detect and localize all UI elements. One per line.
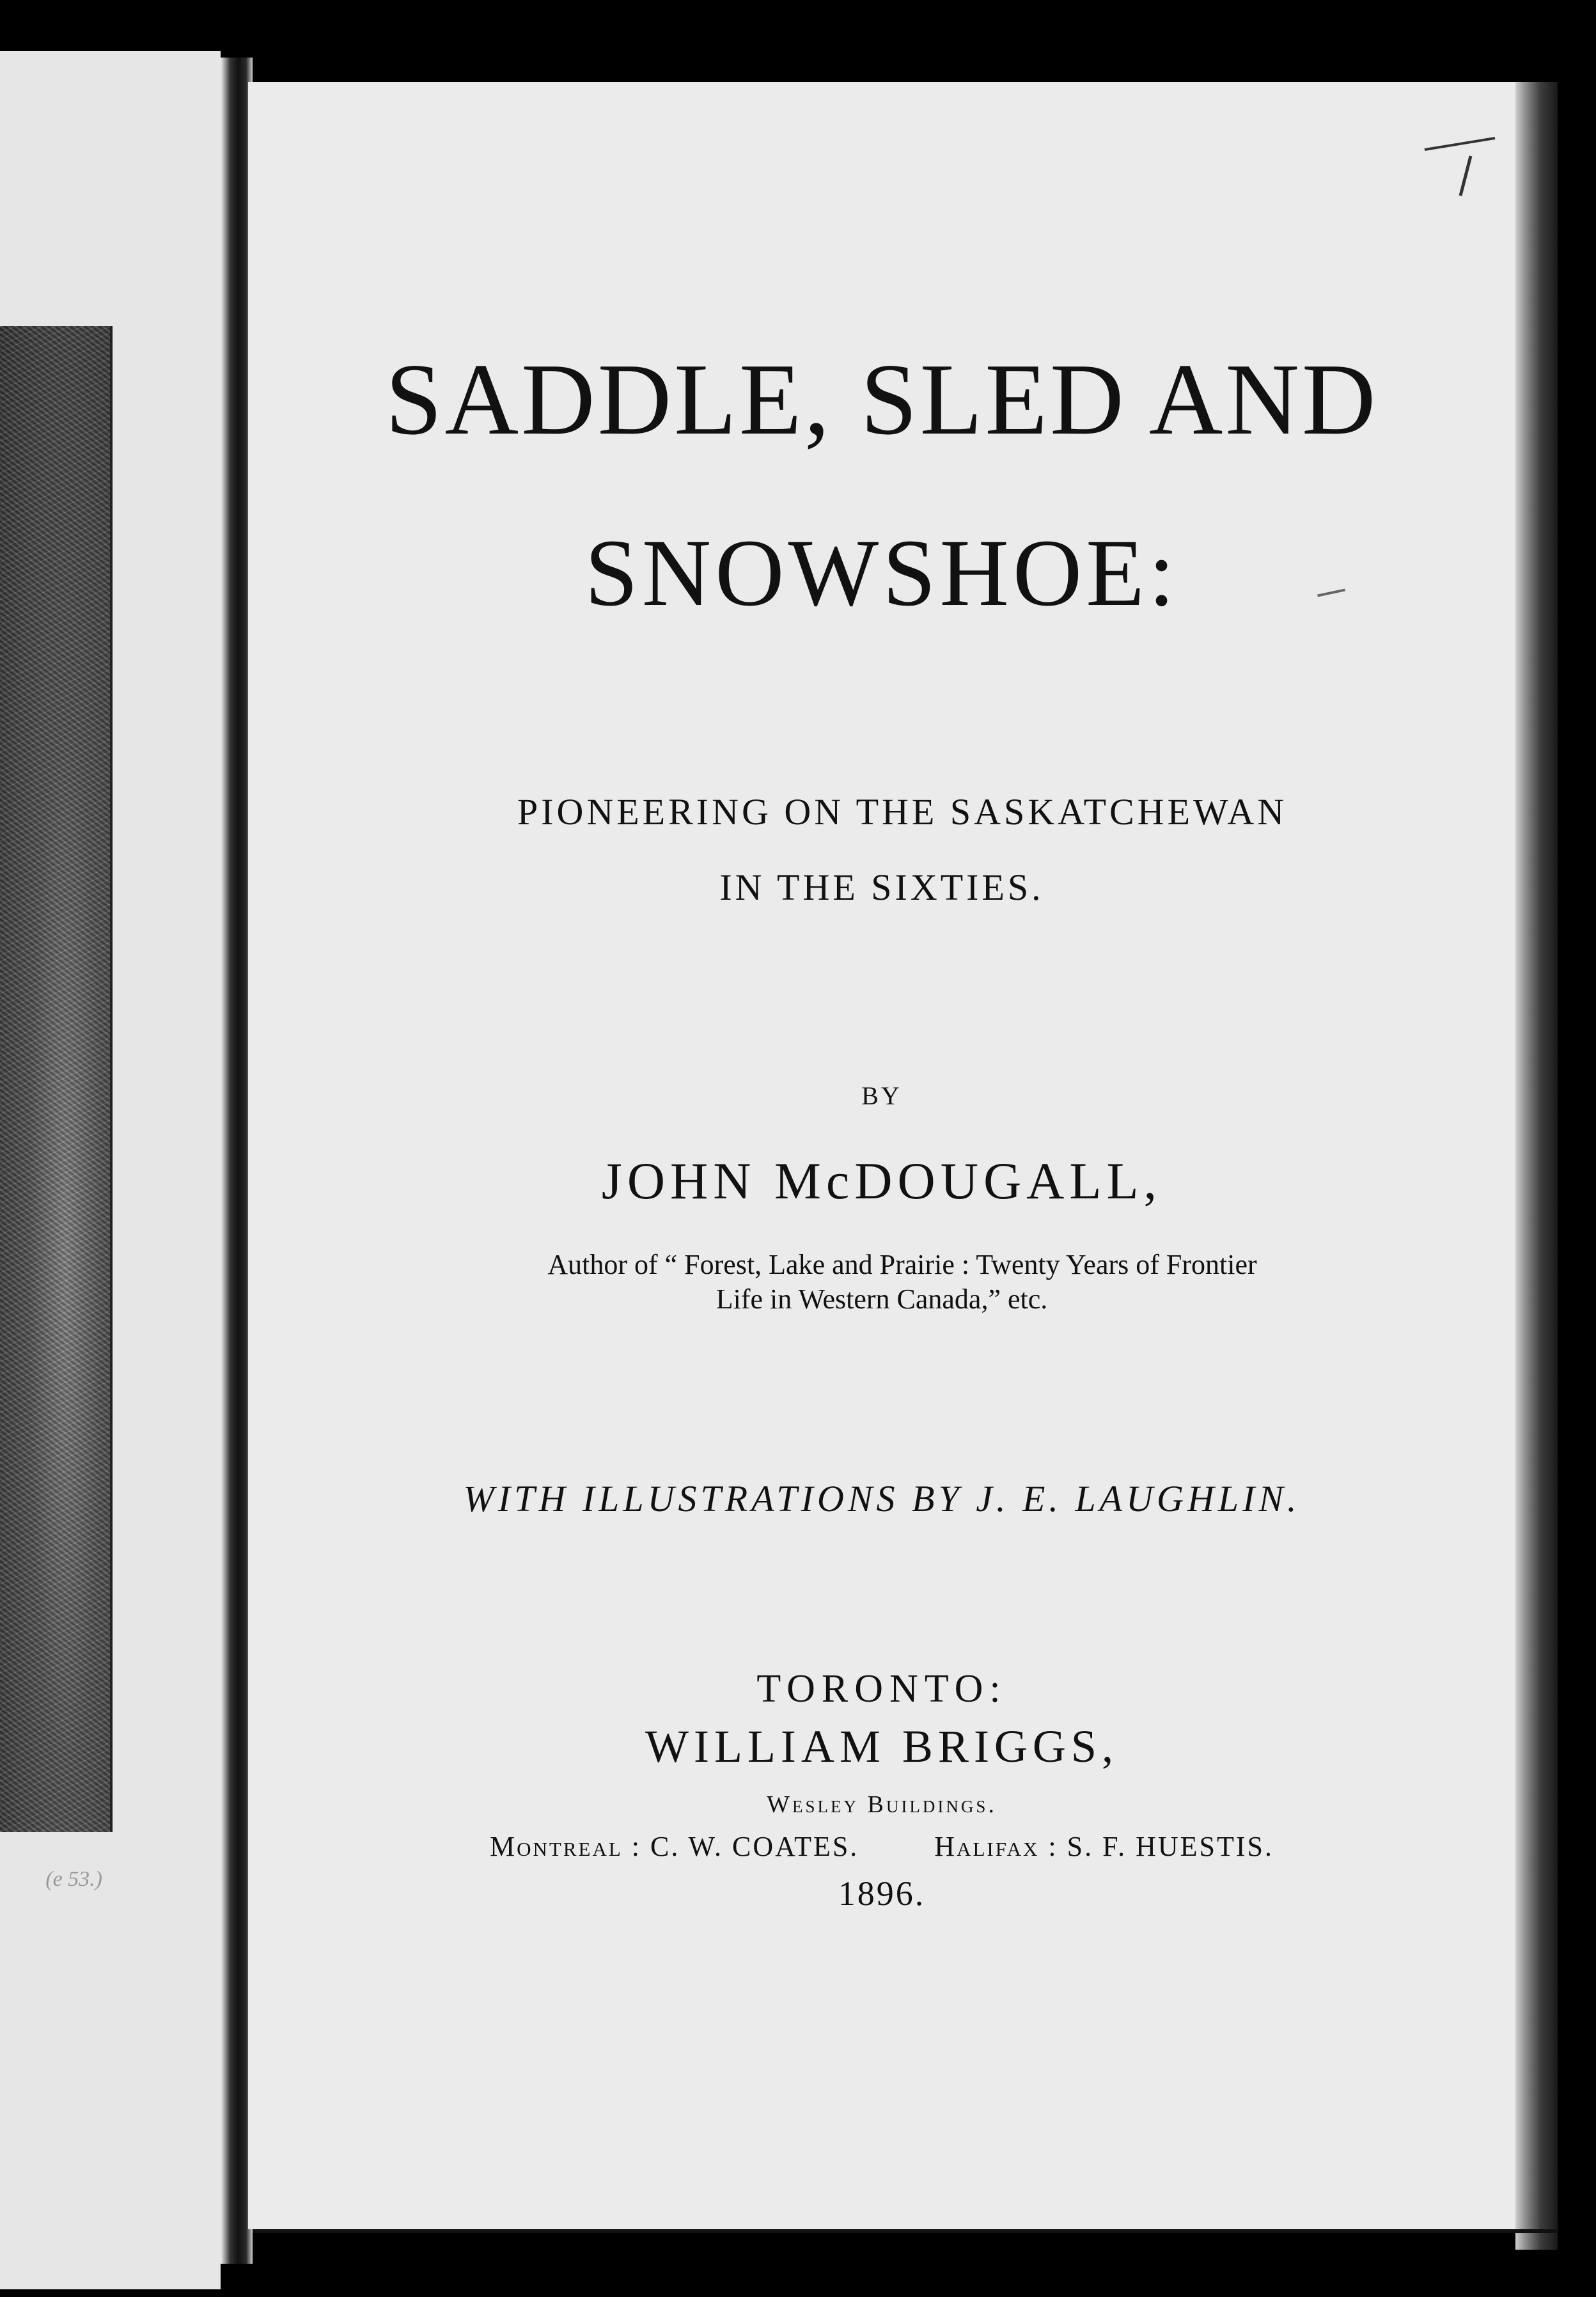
- author-note-line-1: Author of “ Forest, Lake and Prairie : Twenty Years of Frontier: [547, 1249, 1257, 1280]
- subtitle-line-2: IN THE SIXTIES.: [719, 866, 1044, 908]
- imprint-address: Wesley Buildings.: [767, 1791, 997, 1818]
- imprint-city: TORONTO:: [756, 1667, 1007, 1711]
- author-name: JOHN McDOUGALL,: [601, 1152, 1162, 1210]
- halifax-label: Halifax :: [934, 1831, 1058, 1862]
- montreal-label: Montreal :: [490, 1831, 641, 1862]
- by-label: BY: [861, 1081, 902, 1110]
- halifax-agent: S. F. HUESTIS.: [1067, 1831, 1274, 1862]
- author-note-line-2: Life in Western Canada,” etc.: [716, 1283, 1048, 1315]
- frontispiece-illustration: [0, 326, 113, 1832]
- illustrator-credit: WITH ILLUSTRATIONS BY J. E. LAUGHLIN.: [463, 1478, 1301, 1519]
- title-line-1: SADDLE, SLED AND: [385, 342, 1379, 456]
- page-edge: [1515, 82, 1558, 2250]
- imprint-year: 1896.: [838, 1874, 926, 1913]
- pencil-annotation: [1418, 125, 1501, 208]
- bottom-edge: [253, 2229, 1557, 2233]
- imprint-agents: [248, 1830, 1515, 1863]
- montreal-agent: C. W. COATES.: [650, 1831, 859, 1862]
- subtitle-line-1: PIONEERING ON THE SASKATCHEWAN: [517, 791, 1288, 833]
- frontispiece-caption: (e 53.): [45, 1867, 102, 1891]
- title-line-2: SNOWSHOE:: [584, 520, 1179, 626]
- imprint-publisher: WILLIAM BRIGGS,: [645, 1721, 1118, 1772]
